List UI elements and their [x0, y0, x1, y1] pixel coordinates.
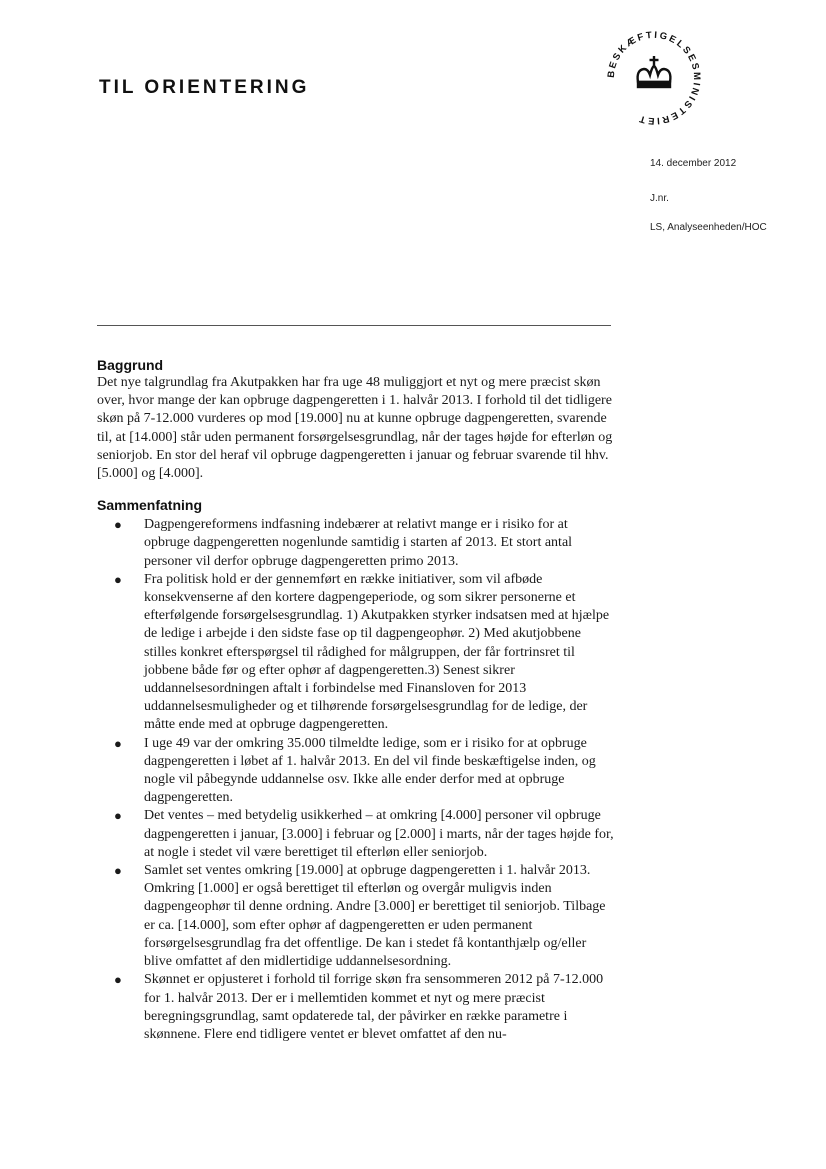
list-item — [97, 807, 615, 862]
summary-heading: Sammenfatning — [97, 497, 203, 514]
list-item — [97, 862, 615, 971]
list-item — [97, 971, 615, 1044]
divider — [97, 325, 611, 326]
list-item-text: I uge 49 var der omkring 35.000 tilmeldte ledige, som er i risiko for at opbruge dagpengeretten i løbet af 1. halvår 2013. En del vil finde beskæftigelse inden, og nogle vil påbegynde uddannelse osv. Ikke alle ender derfor med at opbruge dagpengeretten. — [144, 735, 596, 806]
list-item — [97, 571, 615, 735]
bullet-icon: ● — [114, 735, 122, 751]
summary-list — [97, 516, 615, 1044]
bullet-icon: ● — [114, 571, 122, 587]
background-paragraph: Det nye talgrundlag fra Akutpakken har fra uge 48 muliggjort et nyt og mere præcist skøn over, hvor mange der kan opbruge dagpengeretten i 1. halvår 2013. I forhold til det tidligere skøn på 7-12.000 vurderes op mod [19.000] nu at kunne opbruge dagpengeretten, svarende til, at [14.000] står uden permanent forsørgelsesgrundlag, når der tages højde for efterløn og seniorjob. En stor del heraf vil opbruge dagpengeretten i januar og februar svarende til hhv. [5.000] og [4.000]. — [97, 375, 613, 482]
document-body — [97, 357, 615, 1044]
bullet-icon: ● — [114, 517, 122, 533]
bullet-icon: ● — [114, 808, 122, 824]
list-item-text: Dagpengereformens indfasning indebærer at relativt mange er i risiko for at opbruge dagpengeretten nogenlunde samtidig i starten af 2013. Et stort antal personer vil derfor opbruge dagpengeretten primo 2013. — [144, 517, 573, 569]
list-item — [97, 516, 615, 571]
list-item-text: Det ventes – med betydelig usikkerhed – at omkring [4.000] personer vil opbruge dagpengeretten i januar, [3.000] i februar og [2.000] i marts, når der tages højde for, at nogle i stedet vil være berettiget til efterløn eller seniorjob. — [144, 808, 614, 860]
page-title: TIL ORIENTERING — [99, 77, 310, 98]
bullet-icon: ● — [114, 972, 122, 988]
document-date: 14. december 2012 — [650, 158, 737, 169]
list-item-text: Fra politisk hold er der gennemført en række initiativer, som vil afbøde konsekvenserne af den kortere dagpengeperiode, og som sikrer personerne et efterfølgende forsørgelsesgrundlag. 1) Akutpakken styrker indsatsen med at hjælpe de ledige i arbejde i den sidste fase op til dagpengeophør. 2) Med akutjobbene stilles konkret efterspørgsel til rådighed for målgruppen, der får fortrinsret til jobbene både før og efter ophør af dagpengeretten.3) Senest sikrer uddannelsesordningen aftalt i forbindelse med Finansloven for 2013 uddannelsesmuligheder og et tilhørende forsørgelsesgrundlag for de ledige, der måtte ende med at opbruge dagpengeretten. — [144, 571, 610, 733]
crown-icon — [638, 56, 671, 87]
list-item-text: Skønnet er opjusteret i forhold til forrige skøn fra sensommeren 2012 på 7-12.000 for 1. halvår 2013. Der er i mellemtiden kommet et nyt og mere præcist beregningsgrundlag, samt opdaterede tal, der påvirker en række parametre i skønnene. Flere end tidligere ventet er blevet omfattet af den nu- — [144, 972, 604, 1042]
list-item — [97, 735, 615, 808]
journal-number: J.nr. — [650, 193, 669, 204]
svg-text:BESKÆFTIGELSESMINISTERIET: BESKÆFTIGELSESMINISTERIET — [605, 29, 703, 127]
list-item-text: Samlet set ventes omkring [19.000] at opbruge dagpengeretten i 1. halvår 2013. Omkring [1.000] er også berettiget til efterløn og overgår muligvis inden dagpengeophør til denne ordning. Andre [3.000] er berettiget til seniorjob. Tilbage er ca. [14.000], som efter ophør af dagpengeretten er uden permanent forsørgelsesgrundlag fra det offentlige. De kan i stedet få kontanthjælp og/eller blive omfattet af den midlertidige uddannelsesordning. — [144, 863, 606, 970]
background-heading: Baggrund — [97, 357, 164, 373]
ministry-seal-logo — [598, 22, 710, 134]
office-reference: LS, Analyseenheden/HOC — [650, 222, 767, 233]
bullet-icon: ● — [114, 863, 122, 879]
